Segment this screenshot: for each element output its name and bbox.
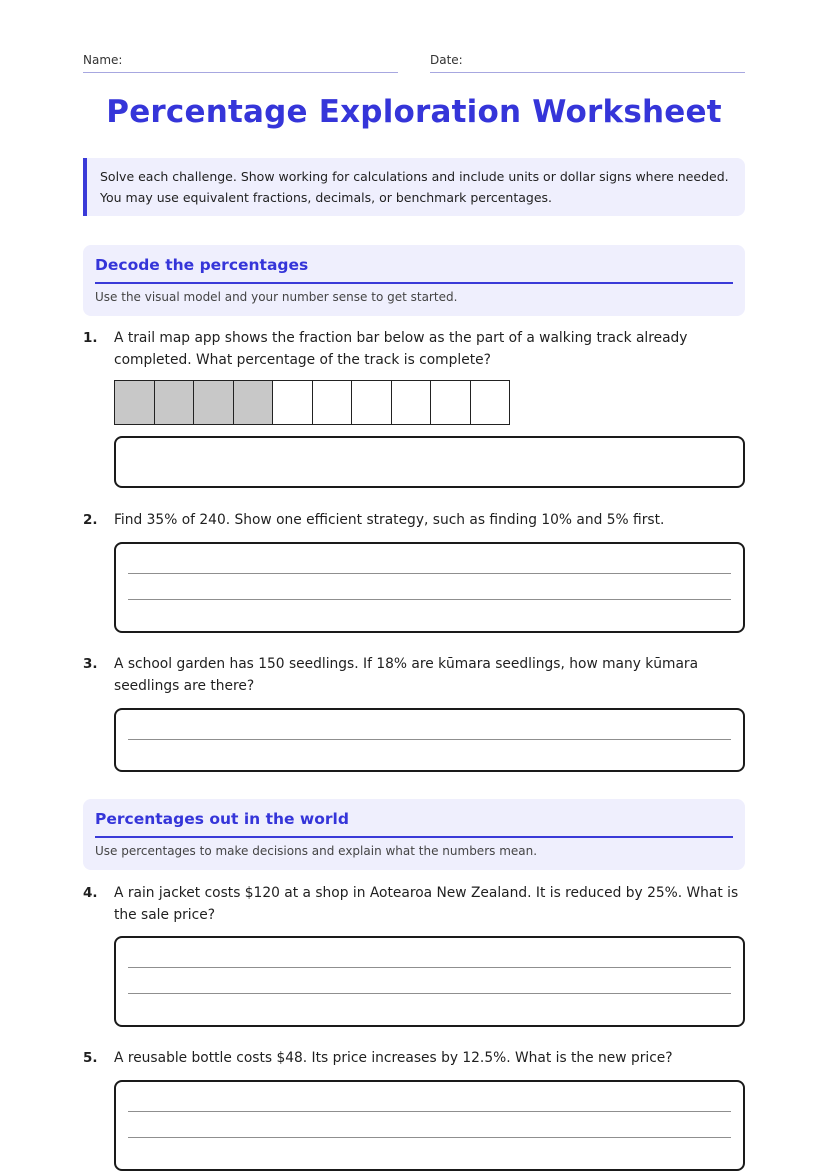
- question-text: A school garden has 150 seedlings. If 18% are kūmara seedlings, how many kūmara seedlings are there?: [114, 656, 699, 694]
- question-number: 3.: [83, 656, 98, 672]
- page-title: Percentage Exploration Worksheet: [106, 94, 722, 130]
- question-number: 4.: [83, 885, 98, 901]
- fraction-cell-empty: [312, 380, 353, 425]
- fraction-cell-empty: [391, 380, 432, 425]
- writing-line: [128, 573, 731, 574]
- writing-line: [128, 993, 731, 994]
- writing-line: [128, 739, 731, 740]
- writing-line: [128, 1111, 731, 1112]
- question-number: 2.: [83, 512, 98, 528]
- writing-line: [128, 967, 731, 968]
- name-field[interactable]: [83, 72, 398, 73]
- fraction-cell-shaded: [233, 380, 274, 425]
- fraction-bar: [114, 380, 510, 425]
- fraction-cell-shaded: [114, 380, 155, 425]
- writing-line: [128, 599, 731, 600]
- question-text: A trail map app shows the fraction bar below as the part of a walking track already completed. What percentage of the track is complete?: [114, 330, 688, 368]
- fraction-cell-shaded: [154, 380, 195, 425]
- fraction-cell-empty: [430, 380, 471, 425]
- fraction-cell-empty: [272, 380, 313, 425]
- fraction-cell-empty: [351, 380, 392, 425]
- question-text: Find 35% of 240. Show one efficient strategy, such as finding 10% and 5% first.: [114, 512, 665, 528]
- date-field[interactable]: [430, 72, 745, 73]
- answer-box-1[interactable]: [114, 436, 745, 488]
- question-number: 5.: [83, 1050, 98, 1066]
- answer-box-4[interactable]: [114, 936, 745, 1027]
- question-text: A reusable bottle costs $48. Its price increases by 12.5%. What is the new price?: [114, 1050, 673, 1066]
- fraction-cell-shaded: [193, 380, 234, 425]
- section-subtitle: Use the visual model and your number sense to get started.: [95, 290, 458, 304]
- section-title: Decode the percentages: [95, 245, 733, 284]
- writing-line: [128, 1137, 731, 1138]
- answer-box-3[interactable]: [114, 708, 745, 772]
- section-world: [83, 799, 745, 870]
- date-label: Date:: [430, 53, 463, 67]
- section-title: Percentages out in the world: [95, 799, 733, 838]
- section-subtitle: Use percentages to make decisions and explain what the numbers mean.: [95, 844, 538, 858]
- name-label: Name:: [83, 53, 123, 67]
- answer-box-2[interactable]: [114, 542, 745, 633]
- answer-box-5[interactable]: [114, 1080, 745, 1171]
- instructions-box: Solve each challenge. Show working for calculations and include units or dollar signs where needed. You may use equivalent fractions, decimals, or benchmark percentages.: [83, 158, 745, 216]
- question-text: A rain jacket costs $120 at a shop in Aotearoa New Zealand. It is reduced by 25%. What is the sale price?: [114, 885, 739, 923]
- section-decode: [83, 245, 745, 316]
- fraction-cell-empty: [470, 380, 511, 425]
- question-number: 1.: [83, 330, 98, 346]
